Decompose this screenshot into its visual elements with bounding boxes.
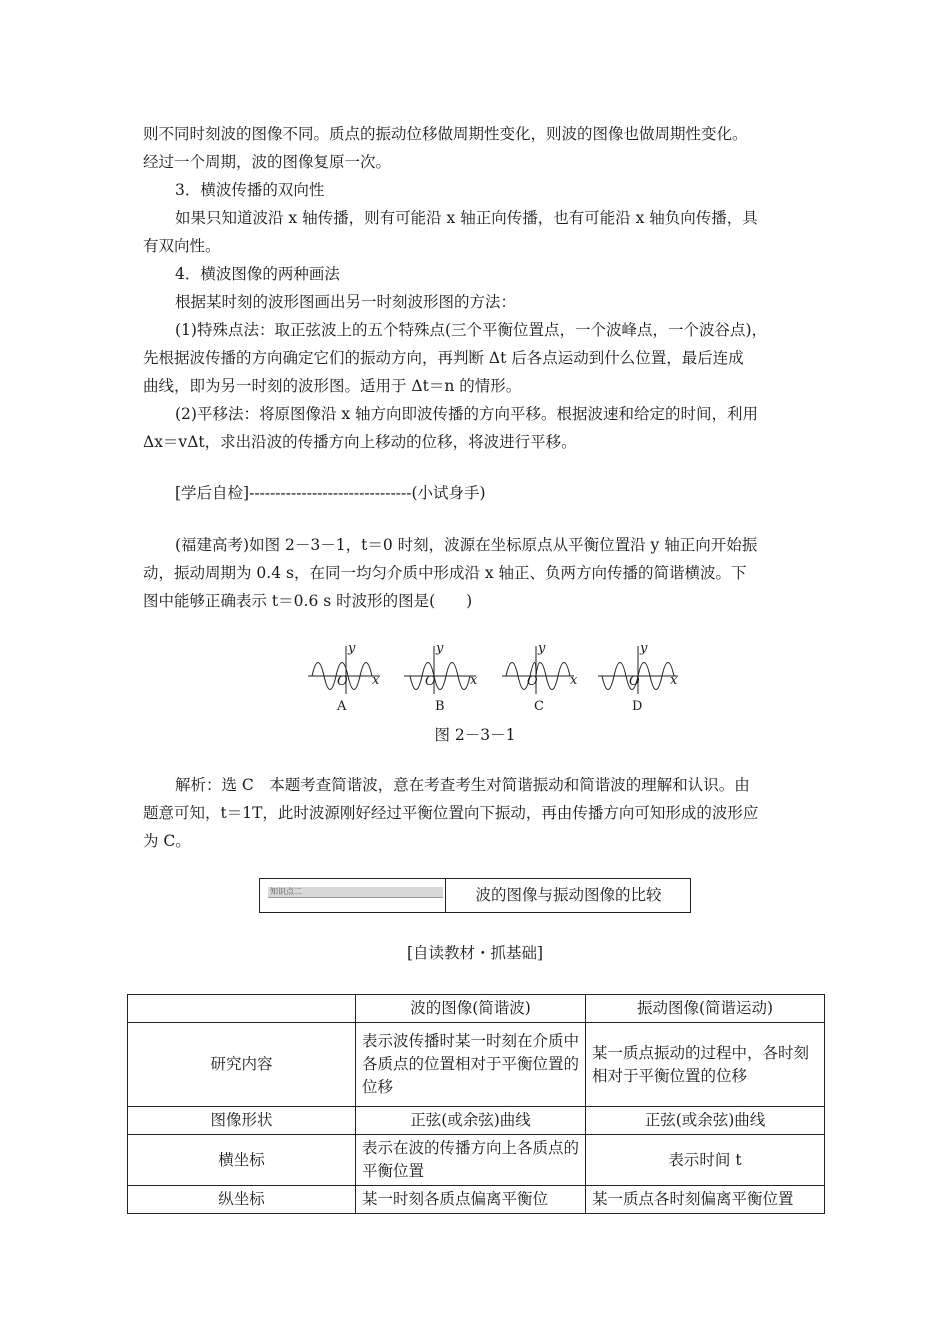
body-line: (2)平移法：将原图像沿 x 轴方向即波传播的方向平移。根据波速和给定的时间，利用: [175, 405, 759, 423]
option-label-c: C: [534, 699, 544, 714]
table-cell-wave: 正弦(或余弦)曲线: [356, 1107, 586, 1135]
answer-line: 解析：选 C 本题考查简谐波，意在考查考生对简谐振动和简谐波的理解和认识。由: [175, 776, 750, 794]
body-line: Δx＝vΔt，求出沿波的传播方向上移动的位移，将波进行平移。: [143, 433, 577, 451]
banner-tag-text: 知识点二: [270, 887, 302, 896]
table-row: [128, 1135, 825, 1186]
option-label-b: B: [435, 699, 445, 714]
y-axis-label-c: y: [538, 641, 546, 656]
section-heading-3: 3．横波传播的双向性: [175, 181, 325, 199]
table-header-row: [128, 995, 825, 1023]
table-row-label: 研究内容: [128, 1023, 356, 1107]
x-axis-label-c: x: [570, 673, 578, 688]
origin-label-b: O: [425, 674, 436, 689]
table-row-label: 图像形状: [128, 1107, 356, 1135]
table-cell-wave: 表示波传播时某一时刻在介质中各质点的位置相对于平衡位置的位移: [356, 1023, 586, 1107]
body-line: 经过一个周期，波的图像复原一次。: [143, 153, 392, 171]
origin-label-c: O: [527, 674, 538, 689]
origin-label-d: O: [629, 674, 640, 689]
table-header-cell: [128, 995, 356, 1023]
body-line: (1)特殊点法：取正弦波上的五个特殊点(三个平衡位置点，一个波峰点，一个波谷点)，: [175, 321, 768, 339]
table-header-cell: 振动图像(简谐运动): [586, 995, 825, 1023]
question-line: 图中能够正确表示 t＝0.6 s 时波形的图是( ): [143, 592, 473, 610]
origin-label-a: O: [337, 674, 348, 689]
body-line: 曲线，即为另一时刻的波形图。适用于 Δt＝n 的情形。: [143, 377, 522, 395]
option-label-a: A: [337, 699, 347, 714]
body-line: 有双向性。: [143, 237, 221, 255]
banner-tag: [268, 887, 443, 898]
y-axis-label-b: y: [436, 641, 444, 656]
x-axis-label-b: x: [470, 673, 478, 688]
answer-line: 为 C。: [143, 832, 191, 850]
table-cell-wave: 表示在波的传播方向上各质点的平衡位置: [356, 1135, 586, 1186]
body-line: 先根据波传播的方向确定它们的振动方向，再判断 Δt 后各点运动到什么位置，最后连成: [143, 349, 744, 367]
table-header-cell: 波的图像(简谐波): [356, 995, 586, 1023]
question-line: (福建高考)如图 2－3－1，t＝0 时刻，波源在坐标原点从平衡位置沿 y 轴正向开始振: [175, 536, 758, 554]
table-row-label: 横坐标: [128, 1135, 356, 1186]
table-cell-wave: 某一时刻各质点偏离平衡位: [356, 1186, 586, 1214]
body-line: 根据某时刻的波形图画出另一时刻波形图的方法：: [175, 293, 517, 311]
y-axis-label-d: y: [640, 641, 648, 656]
x-axis-label-a: x: [372, 673, 380, 688]
x-axis-label-d: x: [670, 673, 678, 688]
table-row: [128, 1107, 825, 1135]
body-line: 如果只知道波沿 x 轴传播，则有可能沿 x 轴正向传播，也有可能沿 x 轴负向传播，具: [175, 209, 758, 227]
subheading: [自读教材・抓基础]: [406, 944, 544, 962]
y-axis-label-a: y: [348, 641, 356, 656]
banner-tag-cell: [260, 879, 446, 912]
table-cell-vib: 表示时间 t: [586, 1135, 825, 1186]
answer-line: 题意可知，t＝1T，此时波源刚好经过平衡位置向下振动，再由传播方向可知形成的波形应: [143, 804, 759, 822]
table-row-label: 纵坐标: [128, 1186, 356, 1214]
section-heading-4: 4．横波图像的两种画法: [175, 265, 340, 283]
table-row: [128, 1023, 825, 1107]
banner-title: 波的图像与振动图像的比较: [475, 886, 662, 904]
body-line: 则不同时刻波的图像不同。质点的振动位移做周期性变化，则波的图像也做周期性变化。: [143, 125, 748, 143]
table-cell-vib: 正弦(或余弦)曲线: [586, 1107, 825, 1135]
table-row: [128, 1186, 825, 1214]
table-cell-vib: 某一质点振动的过程中，各时刻相对于平衡位置的位移: [586, 1023, 825, 1107]
question-line: 动，振动周期为 0.4 s，在同一均匀介质中形成沿 x 轴正、负两方向传播的简谐横波。下: [143, 564, 747, 582]
comparison-table: [127, 994, 825, 1214]
table-cell-vib: 某一质点各时刻偏离平衡位置: [586, 1186, 825, 1214]
option-label-d: D: [632, 699, 643, 714]
figure-caption: 图 2－3－1: [434, 726, 516, 744]
self-check-heading: [学后自检]-------------------------------(小试身手): [175, 484, 486, 502]
knowledge-point-banner: [259, 878, 691, 913]
